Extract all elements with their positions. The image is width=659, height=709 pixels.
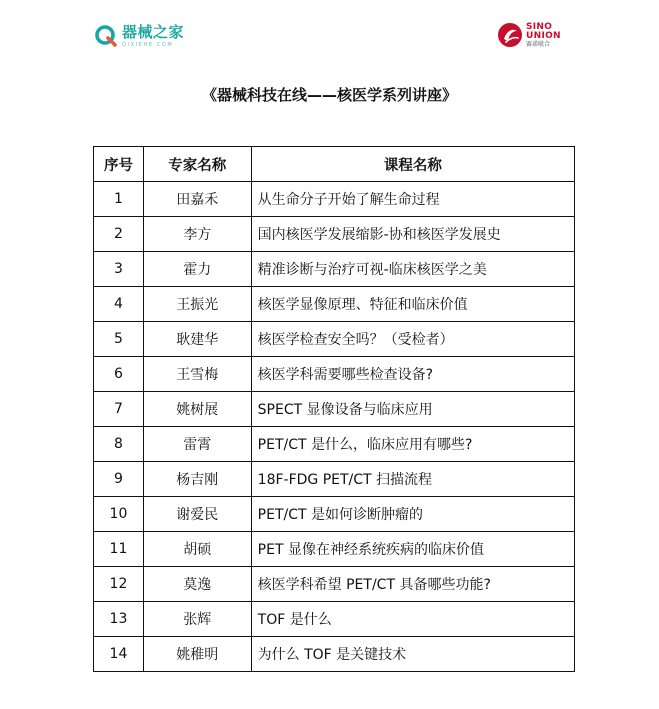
row-number: 3 (94, 252, 144, 287)
header-number: 序号 (94, 147, 144, 182)
page-header (0, 0, 659, 70)
course-name: 精准诊断与治疗可视-临床核医学之美 (251, 252, 574, 287)
table-row (94, 637, 575, 672)
row-number: 5 (94, 322, 144, 357)
row-number: 7 (94, 392, 144, 427)
table-row (94, 462, 575, 497)
expert-name: 莫逸 (143, 567, 251, 602)
expert-name: 姚稚明 (143, 637, 251, 672)
sino-union-logo (497, 22, 561, 48)
course-name: 为什么 TOF 是关键技术 (251, 637, 574, 672)
table-row (94, 532, 575, 567)
table-header-row (94, 147, 575, 182)
row-number: 14 (94, 637, 144, 672)
course-name: 18F-FDG PET/CT 扫描流程 (251, 462, 574, 497)
row-number: 1 (94, 182, 144, 217)
row-number: 8 (94, 427, 144, 462)
course-name: 核医学科希望 PET/CT 具备哪些功能? (251, 567, 574, 602)
expert-name: 李方 (143, 217, 251, 252)
q-logo-icon (94, 24, 118, 48)
expert-name: 谢爱民 (143, 497, 251, 532)
lecture-table (93, 146, 575, 672)
table-row (94, 287, 575, 322)
expert-name: 胡硕 (143, 532, 251, 567)
table-row (94, 567, 575, 602)
row-number: 6 (94, 357, 144, 392)
expert-name: 霍力 (143, 252, 251, 287)
table-row (94, 602, 575, 637)
header-expert: 专家名称 (143, 147, 251, 182)
expert-name: 杨吉刚 (143, 462, 251, 497)
table-row (94, 252, 575, 287)
qixiehe-brand: 器械之家 (122, 22, 185, 41)
course-name: TOF 是什么 (251, 602, 574, 637)
row-number: 2 (94, 217, 144, 252)
expert-name: 田嘉禾 (143, 182, 251, 217)
union-text: UNION (526, 30, 561, 41)
table-row (94, 217, 575, 252)
course-name: 国内核医学发展缩影-协和核医学发展史 (251, 217, 574, 252)
expert-name: 雷霄 (143, 427, 251, 462)
course-name: 核医学显像原理、特征和临床价值 (251, 287, 574, 322)
table-row (94, 182, 575, 217)
table-row (94, 357, 575, 392)
table-row (94, 497, 575, 532)
course-name: 核医学检查安全吗？（受检者） (251, 322, 574, 357)
course-name: PET 显像在神经系统疾病的临床价值 (251, 532, 574, 567)
expert-name: 姚树展 (143, 392, 251, 427)
course-name: 从生命分子开始了解生命过程 (251, 182, 574, 217)
expert-name: 王振光 (143, 287, 251, 322)
row-number: 13 (94, 602, 144, 637)
table-row (94, 392, 575, 427)
page-title: 《器械科技在线——核医学系列讲座》 (201, 86, 457, 104)
row-number: 9 (94, 462, 144, 497)
sino-union-cn-text: 赛诺联合 (526, 40, 551, 48)
row-number: 12 (94, 567, 144, 602)
qixiehe-logo (94, 24, 184, 48)
expert-name: 耿建华 (143, 322, 251, 357)
course-name: SPECT 显像设备与临床应用 (251, 392, 574, 427)
row-number: 10 (94, 497, 144, 532)
expert-name: 王雪梅 (143, 357, 251, 392)
table-row (94, 322, 575, 357)
course-name: PET/CT 是什么，临床应用有哪些? (251, 427, 574, 462)
course-name: PET/CT 是如何诊断肿瘤的 (251, 497, 574, 532)
table-row (94, 427, 575, 462)
row-number: 4 (94, 287, 144, 322)
qixiehe-domain: QIXIEHE.COM (122, 41, 174, 48)
sino-union-mark-icon (497, 22, 523, 48)
row-number: 11 (94, 532, 144, 567)
sino-text: SINO (526, 21, 553, 32)
expert-name: 张辉 (143, 602, 251, 637)
course-name: 核医学科需要哪些检查设备? (251, 357, 574, 392)
header-course: 课程名称 (251, 147, 574, 182)
